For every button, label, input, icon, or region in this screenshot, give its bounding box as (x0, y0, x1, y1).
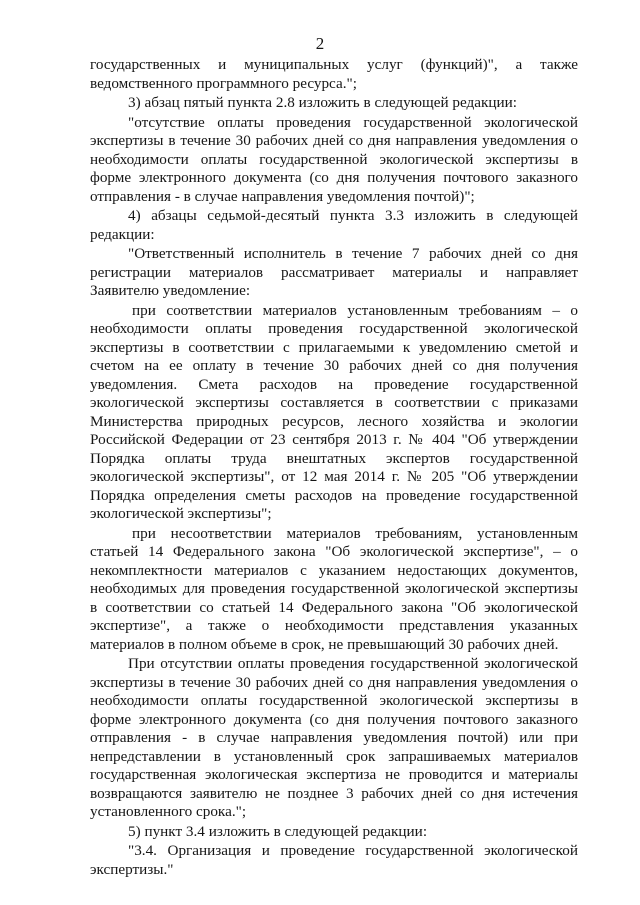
paragraph-6: при соответствии материалов установленным требованиям – о необходимости оплаты проведения государственной экологической экспертизы в соответствии с прилагаемыми к уведомлению сметой и счетом на ее оплату в течение 30 рабочих дней со дня получения уведомления. Смета расходов на проведение государственной экологической экспертизы составляется в соответствии с приказами Министерства природных ресурсов, лесного хозяйства и экологии Российской Федерации от 23 сентября 2013 г. № 404 "Об утверждении Порядка оплаты труда внештатных экспертов государственной экологической экспертизы", от 12 мая 2014 г. № 205 "Об утверждении Порядка определения сметы расходов на проведение государственной экологической экспертизы"; (90, 301, 578, 522)
paragraph-2: 3) абзац пятый пункта 2.8 изложить в следующей редакции: (128, 94, 517, 111)
paragraph-7: при несоответствии материалов требованиям, установленным статьей 14 Федерального закона "Об экологической экспертизе", – о некомплектности материалов с указанием недостающих документов, необходимых для проведения государственной экологической экспертизы в соответствии со статьей 14 Федерального закона "Об экологической экспертизе", а также о необходимости представления указанных материалов в полном объеме в срок, не превышающий 30 рабочих дней. (90, 524, 578, 653)
paragraph-10: "3.4. Организация и проведение государственной экологической экспертизы." (90, 842, 578, 878)
paragraph-4: 4) абзацы седьмой-десятый пункта 3.3 изложить в следующей редакции: (90, 207, 578, 243)
page-number: 2 (315, 34, 325, 53)
paragraph-9: 5) пункт 3.4 изложить в следующей редакции: (128, 822, 428, 840)
document-body (90, 56, 578, 879)
paragraph-5: "Ответственный исполнитель в течение 7 рабочих дней со дня регистрации материалов рассматривает материалы и направляет Заявителю уведомление: (90, 245, 578, 299)
paragraph-8: При отсутствии оплаты проведения государственной экологической экспертизы в течение 30 рабочих дней со дня направления уведомления о необходимости оплаты государственной экологической экспертизы в форме электронного документа (со дня получения почтового заказного отправления - в случае направления уведомления почтой) или при непредставлении в установленный срок запрашиваемых материалов государственная экологическая экспертиза не проводится и материалы возвращаются заявителю не позднее 3 рабочих дней со дня истечения установленного срока."; (90, 655, 578, 820)
paragraph-3: "отсутствие оплаты проведения государственной экологической экспертизы в течение 30 рабочих дней со дня направления уведомления о необходимости оплаты государственной экологической экспертизы в форме электронного документа (со дня получения почтового заказного отправления - в случае направления уведомления почтой)"; (90, 113, 578, 205)
paragraph-1: государственных и муниципальных услуг (функций)", а также ведомственного программного ресурса."; (90, 56, 578, 92)
